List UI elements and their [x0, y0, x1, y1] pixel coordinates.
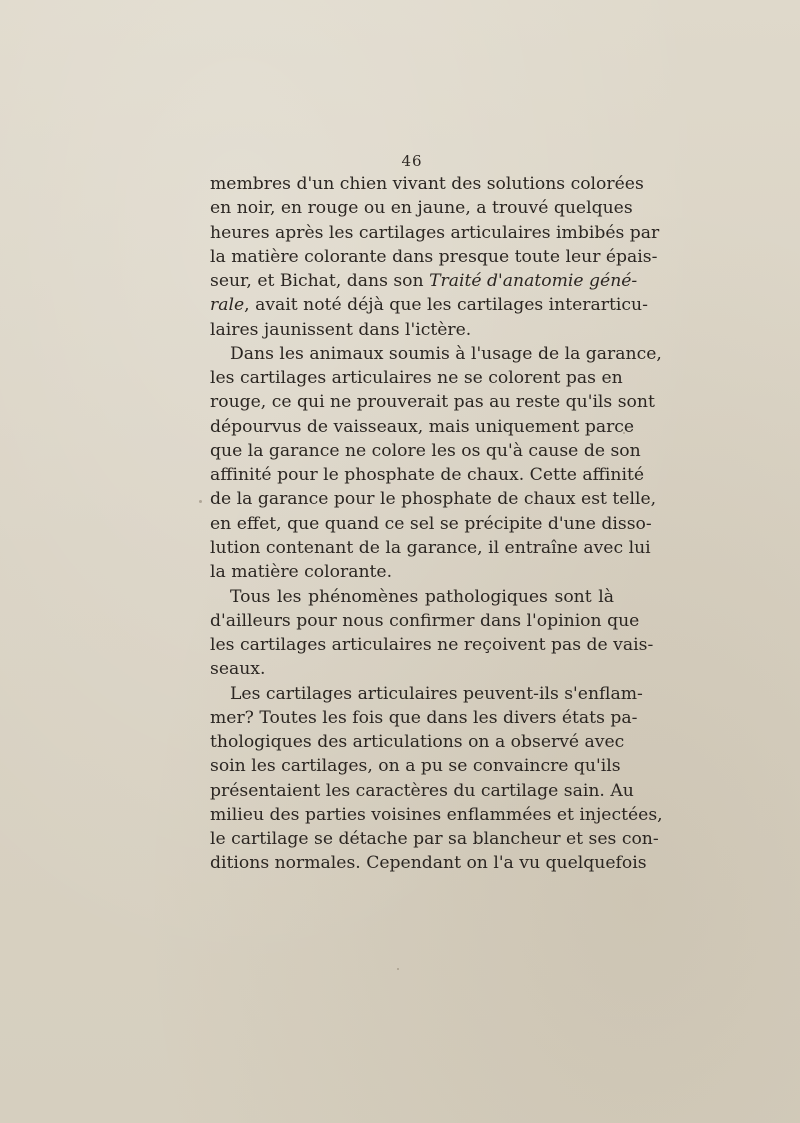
paper-spot — [199, 500, 202, 503]
text-line: en effet, que quand ce sel se précipite d'une disso- — [210, 513, 652, 534]
italic-title: Traité d'anatomie géné- — [429, 271, 638, 292]
text-line: heures après les cartilages articulaires imbibés par — [210, 222, 660, 243]
text-line: seaux. — [210, 659, 266, 680]
paper-spot — [623, 432, 625, 434]
text-line: mer? Toutes les fois que dans les divers états pa- — [210, 707, 638, 728]
text-line: rale, avait noté déjà que les cartilages interarticu- — [210, 295, 648, 316]
text-line: la matière colorante. — [210, 562, 393, 583]
text-line: en noir, en rouge ou en jaune, a trouvé quelques — [210, 198, 633, 219]
text-line: le cartilage se détache par sa blancheur et ses con- — [210, 829, 659, 850]
text-line: présentaient les caractères du cartilage sain. Au — [210, 780, 634, 801]
text-line: affinité pour le phosphate de chaux. Cette affinité — [210, 465, 645, 486]
text-line: la matière colorante dans presque toute leur épais- — [210, 246, 658, 267]
text-line: ditions normales. Cependant on l'a vu quelquefois — [210, 853, 647, 874]
text-line: membres d'un chien vivant des solutions colorées — [210, 174, 644, 194]
text-line: de la garance pour le phosphate de chaux est telle, — [210, 489, 657, 510]
italic-title: rale — [210, 295, 245, 316]
text-line: que la garance ne colore les os qu'à cause de son — [210, 440, 641, 461]
paper-spot — [397, 968, 399, 970]
text-line: les cartilages articulaires ne reçoivent pas de vais- — [210, 635, 654, 656]
text-line: les cartilages articulaires ne se colorent pas en — [210, 368, 623, 389]
page-number: 46 — [401, 152, 423, 170]
text-line: Dans les animaux soumis à l'usage de la garance, — [230, 343, 662, 364]
body-text — [210, 172, 663, 876]
text-line: Les cartilages articulaires peuvent-ils s'enflam- — [230, 683, 643, 704]
text-line: seur, et Bichat, dans son Traité d'anatomie géné- — [210, 271, 638, 292]
text-line: d'ailleurs pour nous confirmer dans l'opinion que — [210, 610, 640, 631]
text-line: Tous les phénomènes pathologiques sont là — [230, 586, 614, 607]
text-line: dépourvus de vaisseaux, mais uniquement parce — [210, 416, 635, 437]
text-line: milieu des parties voisines enflammées et injectées, — [210, 804, 663, 825]
text-line: laires jaunissent dans l'ictère. — [210, 319, 472, 340]
text-line: soin les cartilages, on a pu se convaincre qu'ils — [210, 756, 621, 777]
text-line: lution contenant de la garance, il entraîne avec lui — [210, 537, 651, 558]
text-line: rouge, ce qui ne prouverait pas au reste qu'ils sont — [210, 392, 655, 413]
text-line: thologiques des articulations on a observé avec — [210, 732, 625, 753]
